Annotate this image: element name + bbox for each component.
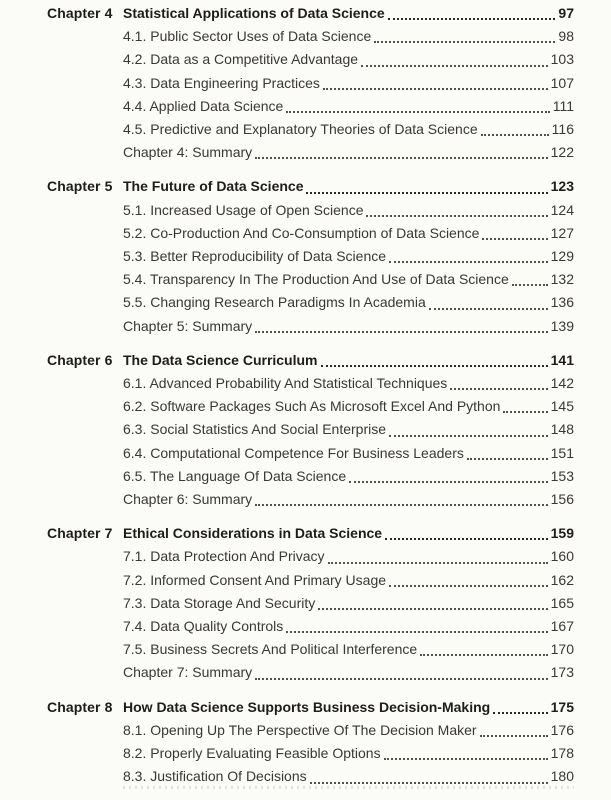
toc-entry-row	[123, 661, 574, 684]
chapter-label: Chapter 8	[47, 698, 113, 715]
toc-entry-row	[123, 72, 574, 95]
chapter-title-row	[123, 2, 574, 25]
dot-leader	[382, 522, 551, 545]
chapter-page-number: 97	[558, 5, 574, 21]
entry-title: 8.1. Opening Up The Perspective Of The Decision Maker	[123, 721, 477, 738]
dot-leader	[346, 465, 551, 488]
entry-page-number: 148	[550, 421, 574, 438]
entry-title: 4.3. Data Engineering Practices	[123, 74, 320, 91]
entry-page-number: 124	[550, 201, 574, 218]
entry-title: 5.2. Co-Production And Co-Consumption of Data Science	[123, 224, 480, 241]
dot-leader	[318, 349, 551, 372]
chapter-label: Chapter 6	[47, 351, 113, 368]
entry-page-number: 170	[550, 641, 574, 658]
entry-title: 7.1. Data Protection And Privacy	[123, 548, 325, 565]
toc-entry-row	[123, 442, 574, 465]
entry-page-number: 139	[550, 317, 574, 334]
entry-page-number: 127	[550, 224, 574, 241]
dot-leader	[303, 175, 550, 198]
toc-entry-row	[123, 118, 574, 141]
chapter-title-row	[123, 696, 574, 719]
chapter-block	[47, 175, 574, 337]
entry-page-number: 151	[550, 444, 574, 461]
toc-entry-row	[123, 545, 574, 568]
entry-page-number: 129	[550, 248, 574, 265]
entry-title: 6.5. The Language Of Data Science	[123, 467, 347, 484]
entry-title: 7.5. Business Secrets And Political Interference	[123, 641, 418, 658]
toc-entry-row	[123, 245, 574, 268]
toc-entry-row	[123, 638, 574, 661]
entry-title: Chapter 4: Summary	[123, 144, 253, 161]
chapter-title: Ethical Considerations in Data Science	[123, 525, 383, 542]
toc-entry-row	[123, 592, 574, 615]
entry-page-number: 116	[551, 121, 574, 138]
dot-leader	[386, 418, 551, 441]
entry-page-number: 111	[552, 97, 574, 114]
dot-leader	[315, 592, 550, 615]
dot-leader	[325, 545, 551, 568]
chapter-title-row	[123, 522, 574, 545]
entry-page-number: 167	[550, 618, 574, 635]
entry-title: Chapter 5: Summary	[123, 317, 253, 334]
toc-entry-row	[123, 291, 574, 314]
dot-leader	[385, 2, 559, 25]
toc-entry-row	[123, 222, 574, 245]
chapter-block	[47, 349, 574, 511]
toc-entry-row	[123, 25, 574, 48]
chapter-entries	[123, 696, 574, 789]
chapter-title-row	[123, 349, 574, 372]
entry-page-number: 98	[558, 28, 574, 45]
toc-entry-row	[123, 315, 574, 338]
chapter-block	[47, 522, 574, 684]
toc-entry-row	[123, 742, 574, 765]
dot-leader	[500, 395, 550, 418]
chapter-title: How Data Science Supports Business Decision-Making	[123, 698, 491, 715]
entry-title: 5.3. Better Reproducibility of Data Science	[123, 248, 387, 265]
dot-leader	[426, 291, 551, 314]
chapter-label: Chapter 7	[47, 525, 113, 542]
dot-leader	[447, 372, 550, 395]
entry-title: 4.1. Public Sector Uses of Data Science	[123, 28, 372, 45]
dot-leader	[283, 615, 550, 638]
chapter-title-row	[123, 175, 574, 198]
entry-title: 5.1. Increased Usage of Open Science	[123, 201, 364, 218]
toc-entry-row	[123, 372, 574, 395]
dot-leader	[477, 719, 551, 742]
entry-title: 8.2. Properly Evaluating Feasible Options	[123, 745, 381, 762]
dot-leader	[252, 141, 550, 164]
entry-title: 7.4. Data Quality Controls	[123, 618, 284, 635]
entry-page-number: 107	[550, 74, 574, 91]
chapter-entries	[123, 522, 574, 684]
entry-page-number: 160	[550, 548, 574, 565]
entry-title: 6.2. Software Packages Such As Microsoft Excel And Python	[123, 398, 501, 415]
dot-leader	[381, 742, 551, 765]
chapter-entries	[123, 175, 574, 337]
entry-page-number: 162	[550, 571, 574, 588]
entry-page-number: 103	[550, 51, 574, 68]
toc-entry-row	[123, 615, 574, 638]
chapter-page-number: 159	[550, 525, 574, 542]
entry-page-number: 153	[550, 467, 574, 484]
dot-leader	[283, 95, 552, 118]
toc-entry-row	[123, 95, 574, 118]
dot-leader	[386, 569, 551, 592]
chapter-title: The Future of Data Science	[123, 178, 304, 195]
dot-leader	[252, 488, 550, 511]
dot-leader	[479, 222, 550, 245]
toc-entry-row	[123, 569, 574, 592]
toc-entry-row	[123, 48, 574, 71]
chapter-page-number: 141	[550, 351, 574, 368]
entry-page-number: 122	[550, 144, 574, 161]
toc-entry-row	[123, 141, 574, 164]
toc-entry-row	[123, 268, 574, 291]
entry-page-number: 173	[550, 664, 574, 681]
chapter-label: Chapter 4	[47, 5, 113, 21]
dot-leader	[358, 48, 551, 71]
dot-leader	[252, 661, 550, 684]
dot-leader	[464, 442, 551, 465]
chapter-block	[47, 696, 574, 789]
entry-page-number: 142	[550, 375, 574, 392]
toc-entry-row	[123, 465, 574, 488]
dot-leader	[417, 638, 550, 661]
entry-page-number: 165	[550, 594, 574, 611]
entry-title: 6.4. Computational Competence For Business Leaders	[123, 444, 464, 461]
entry-title: 7.2. Informed Consent And Primary Usage	[123, 571, 387, 588]
entry-title: Chapter 7: Summary	[123, 664, 253, 681]
entry-title: 4.2. Data as a Competitive Advantage	[123, 51, 359, 68]
chapter-label: Chapter 5	[47, 178, 113, 195]
entry-page-number: 156	[550, 491, 574, 508]
entry-page-number: 178	[550, 745, 574, 762]
dot-leader	[363, 199, 550, 222]
chapter-title: The Data Science Curriculum	[123, 351, 318, 368]
toc-entry-row	[123, 199, 574, 222]
entry-title: 5.4. Transparency In The Production And Use of Data Science	[123, 271, 509, 288]
entry-title: 6.3. Social Statistics And Social Enterprise	[123, 421, 387, 438]
chapter-entries	[123, 349, 574, 511]
dot-leader	[252, 315, 550, 338]
entry-page-number: 136	[550, 294, 574, 311]
entry-title: 8.3. Justification Of Decisions	[123, 768, 307, 785]
table-of-contents	[47, 2, 574, 800]
entry-title: 7.3. Data Storage And Security	[123, 594, 316, 611]
dot-leader	[371, 25, 558, 48]
chapter-entries	[123, 2, 574, 164]
entry-title: Chapter 6: Summary	[123, 491, 253, 508]
entry-title: 4.5. Predictive and Explanatory Theories of Data Science	[123, 121, 478, 138]
chapter-block	[47, 2, 574, 164]
toc-entry-row	[123, 488, 574, 511]
dot-leader	[490, 696, 550, 719]
dot-leader	[509, 268, 551, 291]
dot-leader	[478, 118, 552, 141]
entry-page-number: 132	[550, 271, 574, 288]
entry-page-number: 176	[550, 721, 574, 738]
entry-title: 4.4. Applied Data Science	[123, 97, 284, 114]
entry-title: 5.5. Changing Research Paradigms In Academia	[123, 294, 426, 311]
toc-entry-row	[123, 395, 574, 418]
entry-page-number: 180	[550, 768, 574, 785]
toc-entry-row	[123, 418, 574, 441]
chapter-title: Statistical Applications of Data Science	[123, 5, 385, 21]
dot-leader	[320, 72, 551, 95]
dot-leader	[386, 245, 551, 268]
entry-title: 6.1. Advanced Probability And Statistical Techniques	[123, 375, 448, 392]
chapter-page-number: 123	[550, 178, 574, 195]
clipped-next-line	[123, 786, 574, 789]
toc-entry-row	[123, 719, 574, 742]
entry-page-number: 145	[550, 398, 574, 415]
chapter-page-number: 175	[550, 698, 574, 715]
